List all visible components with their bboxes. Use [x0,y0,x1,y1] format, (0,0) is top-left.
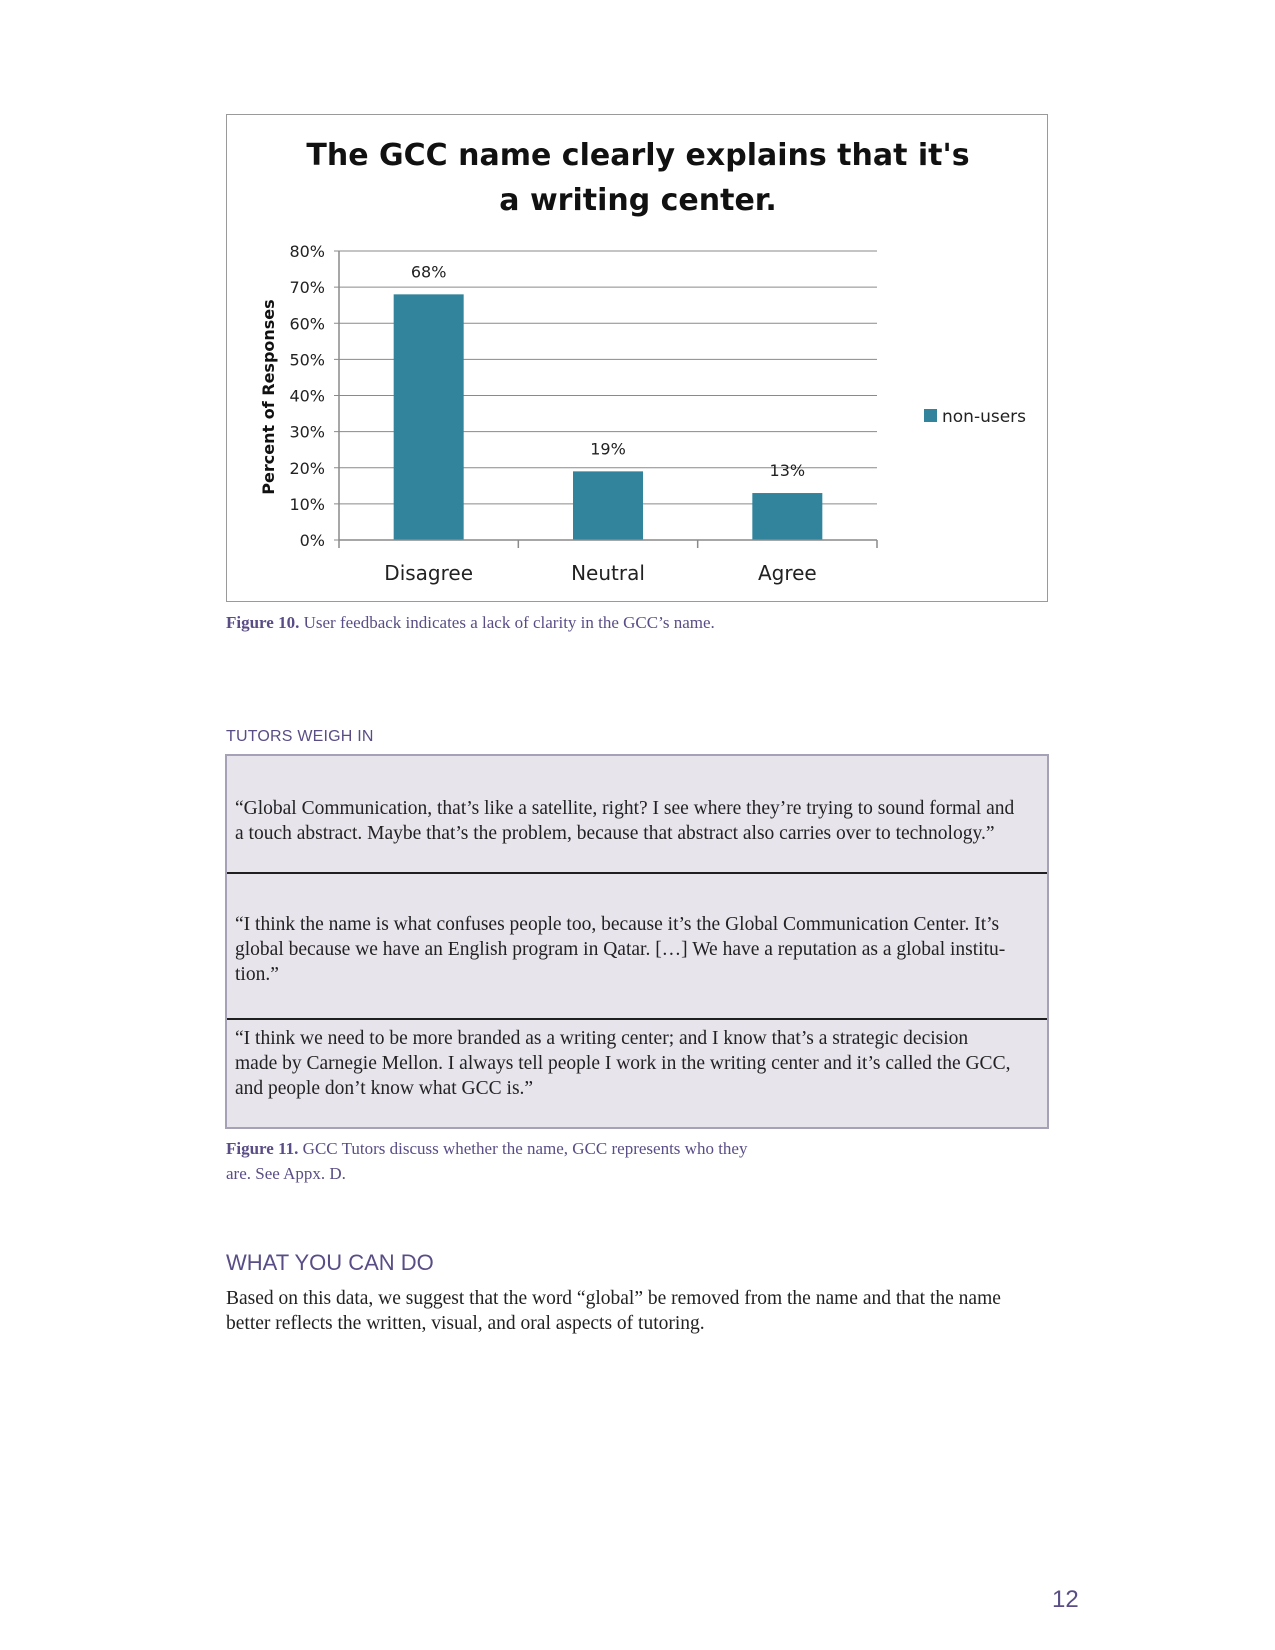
figure-10-text: User feedback indicates a lack of clarity in the GCC’s name. [303,613,715,632]
y-tick-label: 60% [289,314,325,334]
chart-title-line-2: a writing center. [499,183,777,218]
page-number: 12 [1052,1586,1079,1613]
figure-10-label: Figure 10. [226,613,300,632]
tutor-quote-2-line-1: “I think the name is what confuses people too, because it’s the Global Communication Center. It’s [235,914,1000,935]
y-axis-label: Percent of Responses [259,299,278,495]
legend-swatch [924,409,937,422]
tutor-quote-2-line-3: tion.” [235,964,279,985]
body-line-1: Based on this data, we suggest that the word “global” be removed from the name and that the name [226,1288,1001,1309]
figure-11-caption [226,1136,747,1186]
tutor-quote-1-line-2: a touch abstract. Maybe that’s the problem, because that abstract also carries over to technology.” [235,823,995,844]
tutor-quote-2 [235,912,1041,987]
legend-label: non-users [942,407,1027,427]
tutor-quote-2-line-2: global because we have an English program in Qatar. […] We have a reputation as a global institu- [235,939,1006,960]
body-line-2: better reflects the written, visual, and oral aspects of tutoring. [226,1313,705,1334]
bar-chart [227,115,1049,603]
bar-data-label: 13% [769,461,806,481]
x-category-label: Agree [757,561,817,585]
tutor-quotes-box [225,754,1049,1129]
bar-data-label: 68% [410,262,447,282]
chart-frame [226,114,1048,602]
bar-data-label: 19% [590,439,626,459]
x-category-label: Disagree [384,561,474,585]
chart-title-line-1: The GCC name clearly explains that it's [306,138,970,173]
bar [752,493,822,540]
y-tick-label: 50% [289,350,325,370]
y-tick-label: 30% [289,422,325,442]
tutor-quote-1-line-1: “Global Communication, that’s like a satellite, right? I see where they’re trying to sound formal and [235,798,1015,819]
what-you-can-do-heading: WHAT YOU CAN DO [226,1250,434,1275]
tutor-quote-3 [235,1026,1041,1101]
x-category-label: Neutral [571,561,645,585]
what-you-can-do-body [226,1286,1052,1336]
tutors-section-label: TUTORS WEIGH IN [226,728,374,745]
tutor-quote-3-line-3: and people don’t know what GCC is.” [235,1078,534,1099]
figure-10-caption [226,610,715,635]
quote-divider [227,1018,1047,1020]
bar [573,471,643,540]
y-tick-label: 70% [289,278,325,298]
tutor-quote-3-line-1: “I think we need to be more branded as a writing center; and I know that’s a strategic decision [235,1028,969,1049]
y-tick-label: 10% [289,494,325,514]
y-tick-label: 20% [289,458,325,478]
tutor-quote-1 [235,796,1041,846]
tutor-quote-3-line-2: made by Carnegie Mellon. I always tell people I work in the writing center and it’s called the GCC, [235,1053,1011,1074]
figure-11-text-line-1: GCC Tutors discuss whether the name, GCC represents who they [302,1139,748,1158]
figure-11-label: Figure 11. [226,1139,299,1158]
y-tick-label: 0% [299,531,325,550]
figure-11-text-line-2: are. See Appx. D. [226,1164,346,1183]
y-tick-label: 80% [289,242,325,261]
quote-divider [227,872,1047,874]
y-tick-label: 40% [289,386,325,406]
bar [394,294,464,540]
